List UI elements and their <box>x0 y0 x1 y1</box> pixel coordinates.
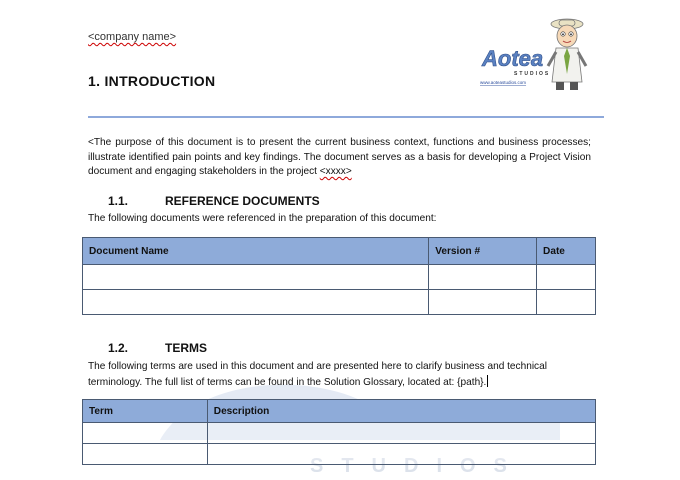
table-cell[interactable] <box>83 290 429 315</box>
company-name-placeholder[interactable]: <company name> <box>88 31 177 43</box>
table-cell[interactable] <box>537 265 596 290</box>
col-description: Description <box>207 400 595 423</box>
aotea-studios-logo <box>470 16 600 92</box>
text-cursor <box>487 375 488 387</box>
svg-text:STUDIOS: STUDIOS <box>310 455 525 477</box>
table-header-row <box>83 238 596 265</box>
table-cell[interactable] <box>429 290 537 315</box>
svg-text:www.aoteastudios.com: www.aoteastudios.com <box>480 80 527 85</box>
terms-table <box>82 399 596 465</box>
svg-text:Aotea: Aotea <box>482 46 544 71</box>
table-cell[interactable] <box>83 265 429 290</box>
reference-documents-lead: The following documents were referenced in the preparation of this document: <box>88 213 437 224</box>
table-header-row <box>83 400 596 423</box>
col-version: Version # <box>429 238 537 265</box>
table-row <box>83 423 596 444</box>
col-date: Date <box>537 238 596 265</box>
table-row <box>83 290 596 315</box>
table-cell[interactable] <box>537 290 596 315</box>
col-term: Term <box>83 400 208 423</box>
table-cell[interactable] <box>207 423 595 444</box>
mascot-icon <box>548 19 586 90</box>
table-cell[interactable] <box>83 444 208 465</box>
table-cell[interactable] <box>207 444 595 465</box>
heading-terms: 1.2. TERMS <box>108 341 207 355</box>
col-document-name: Document Name <box>83 238 429 265</box>
reference-documents-table <box>82 237 596 315</box>
intro-paragraph[interactable]: <The purpose of this document is to present the current business context, functions and business processes; illustrate identified pain points and key findings. The document serves as a basis for developing a Project Vision document and engaging stakeholders in the project <xxxx> <box>88 137 591 177</box>
svg-text:STUDIOS: STUDIOS <box>514 71 551 77</box>
table-row <box>83 444 596 465</box>
heading-reference-documents: 1.1. REFERENCE DOCUMENTS <box>108 194 320 208</box>
table-row <box>83 265 596 290</box>
section-title-introduction: 1. INTRODUCTION <box>88 73 216 89</box>
table-cell[interactable] <box>83 423 208 444</box>
terms-lead[interactable]: The following terms are used in this document and are presented here to clarify business and technical terminology. The full list of terms can be found in the Solution Glossary, located at: {path}. <box>88 361 547 388</box>
title-rule <box>88 116 604 118</box>
table-cell[interactable] <box>429 265 537 290</box>
